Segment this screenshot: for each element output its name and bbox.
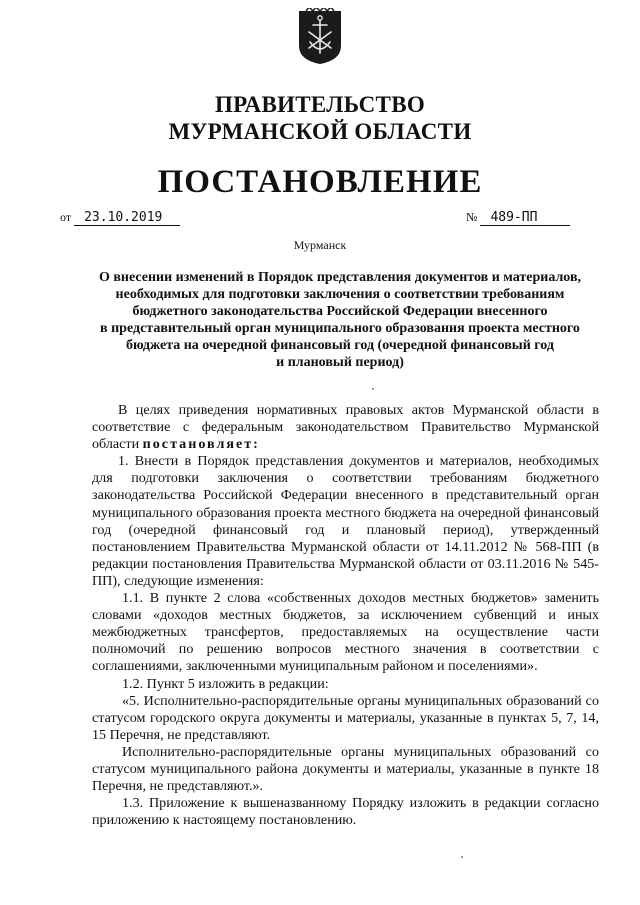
organization-name-line2: МУРМАНСКОЙ ОБЛАСТИ <box>168 119 472 144</box>
clause-1-1: 1.1. В пункте 2 слова «собственных доходов местных бюджетов» заменить словами «доходов местных бюджетов, за исключением субвенций и иных межбюджетных трансфертов, предоставляемых на осуществление части полномочий по решению вопросов местного значения в соответствии с соглашениями, заключенными муниципальным районом и поселениями». <box>92 590 599 675</box>
date-value: 23.10.2019 <box>74 210 180 226</box>
date-prefix: от <box>60 210 72 224</box>
clause-1-2-quote-b: Исполнительно-распорядительные органы муниципальных образований со статусом муниципального района документы и материалы, указанные в пункте 18 Перечня, не представляют.». <box>92 743 599 795</box>
resolves-word: постановляет: <box>142 436 260 453</box>
document-title <box>80 269 600 371</box>
preamble-text: В целях приведения нормативных правовых актов Мурманской области в соответствие с федеральным законодательством Правительство Мурманской области <box>92 402 599 453</box>
title-line: бюджетного законодательства Российской Федерации внесенного <box>132 304 548 319</box>
document-body <box>92 402 599 829</box>
clause-1-3: 1.3. Приложение к вышеназванному Порядку изложить в редакции согласно приложению к настоящему постановлению. <box>92 795 599 829</box>
title-line: бюджета на очередной финансовый год (очередной финансовый год <box>126 338 554 353</box>
clause-1-2-quote-a: «5. Исполнительно-распорядительные органы муниципальных образований со статусом городского округа документы и материалы, указанные в пунктах 5, 7, 14, 15 Перечня, не представляют. <box>92 692 599 743</box>
title-line: в представительный орган муниципального образования проекта местного <box>100 321 580 336</box>
document-type-heading: ПОСТАНОВЛЕНИЕ <box>157 164 483 200</box>
number-prefix: № <box>466 210 478 224</box>
coat-of-arms-emblem <box>296 8 344 66</box>
preamble-paragraph <box>92 402 599 453</box>
number-value: 489-ПП <box>480 210 570 226</box>
document-date <box>60 209 180 226</box>
document-number <box>466 209 570 226</box>
title-line: необходимых для подготовки заключения о соответствии требованиям <box>115 287 565 302</box>
clause-1-2: 1.2. Пункт 5 изложить в редакции: <box>122 675 329 692</box>
scan-speck <box>372 388 374 390</box>
title-line: и плановый период) <box>276 355 404 370</box>
clause-1: 1. Внести в Порядок представления документов и материалов, необходимых для подготовки заключения о соответствии требованиям бюджетного законодательства Российской Федерации внесенного в представительный орган муниципального образования проекта местного бюджета на очередной финансовый год (очередной финансовый год и плановый период), утвержденный постановлением Правительства Мурманской области от 14.11.2012 № 568-ПП (в редакции постановления Правительства Мурманской области от 03.11.2016 № 545-ПП), следующие изменения: <box>92 453 599 589</box>
organization-name-line1: ПРАВИТЕЛЬСТВО <box>214 92 426 117</box>
city-name: Мурманск <box>293 238 347 252</box>
title-line: О внесении изменений в Порядок представления документов и материалов, <box>98 270 582 285</box>
scan-speck <box>461 856 463 858</box>
